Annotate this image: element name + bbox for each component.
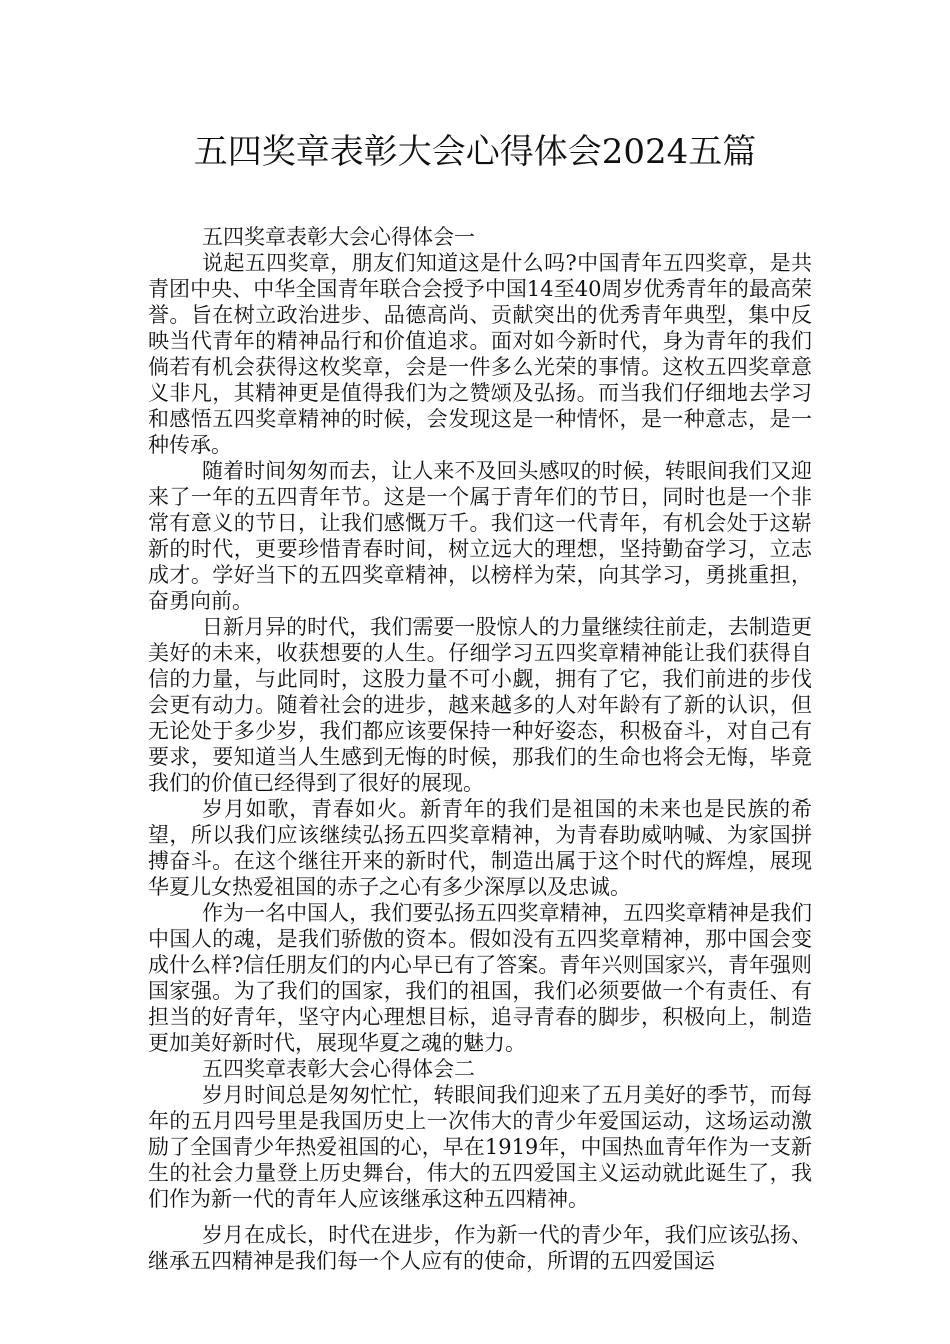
document-body — [148, 224, 812, 1274]
document-title: 五四奖章表彰大会心得体会2024五篇 — [193, 132, 757, 172]
paragraph: 作为一名中国人，我们要弘扬五四奖章精神，五四奖章精神是我们中国人的魂，是我们骄傲的资本。假如没有五四奖章精神，那中国会变成什么样?信任朋友们的内心早已有了答案。青年兴则国家兴，青年强则国家强。为了我们的国家，我们的祖国，我们必须要做一个有责任、有担当的好青年，坚守内心理想目标，追寻青春的脚步，积极向上，制造更加美好新时代，展现华夏之魂的魅力。 — [148, 901, 812, 1055]
paragraph: 岁月如歌，青春如火。新青年的我们是祖国的未来也是民族的希望，所以我们应该继续弘扬五四奖章精神，为青春助威呐喊、为家国拼搏奋斗。在这个继往开来的新时代，制造出属于这个时代的辉煌，展现华夏儿女热爱祖国的赤子之心有多少深厚以及忠诚。 — [148, 797, 812, 899]
section-heading: 五四奖章表彰大会心得体会二 — [202, 1057, 475, 1081]
paragraph: 说起五四奖章，朋友们知道这是什么吗?中国青年五四奖章，是共青团中央、中华全国青年联合会授予中国14至40周岁优秀青年的最高荣誉。旨在树立政治进步、品德高尚、贡献突出的优秀青年典型，集中反映当代青年的精神品行和价值追求。面对如今新时代，身为青年的我们倘若有机会获得这枚奖章，会是一件多么光荣的事情。这枚五四奖章意义非凡，其精神更是值得我们为之赞颂及弘扬。而当我们仔细地去学习和感悟五四奖章精神的时候，会发现这是一种情怀，是一种意志，是一种传承。 — [148, 251, 812, 457]
paragraph: 日新月异的时代，我们需要一股惊人的力量继续往前走，去制造更美好的未来，收获想要的人生。仔细学习五四奖章精神能让我们获得自信的力量，与此同时，这股力量不可小觑，拥有了它，我们前进的步伐会更有动力。随着社会的进步，越来越多的人对年龄有了新的认识，但无论处于多少岁，我们都应该要保持一种好姿态，积极奋斗，对自己有要求，要知道当人生感到无悔的时候，那我们的生命也将会无悔，毕竟我们的价值已经得到了很好的展现。 — [148, 615, 812, 795]
paragraph: 岁月在成长，时代在进步，作为新一代的青少年，我们应该弘扬、继承五四精神是我们每一个人应有的使命，所谓的五四爱国运 — [148, 1223, 812, 1273]
paragraph: 岁月时间总是匆匆忙忙，转眼间我们迎来了五月美好的季节，而每年的五月四号里是我国历史上一次伟大的青少年爱国运动，这场运动激励了全国青少年热爱祖国的心，早在1919年，中国热血青年作为一支新生的社会力量登上历史舞台，伟大的五四爱国主义运动就此诞生了，我们作为新一代的青年人应该继承这种五四精神。 — [148, 1083, 812, 1211]
section-heading: 五四奖章表彰大会心得体会一 — [202, 225, 475, 249]
paragraph: 随着时间匆匆而去，让人来不及回头感叹的时候，转眼间我们又迎来了一年的五四青年节。这是一个属于青年们的节日，同时也是一个非常有意义的节日，让我们感慨万千。我们这一代青年，有机会处于这崭新的时代，更要珍惜青春时间，树立远大的理想，坚持勤奋学习，立志成才。学好当下的五四奖章精神，以榜样为荣，向其学习，勇挑重担，奋勇向前。 — [148, 459, 812, 613]
